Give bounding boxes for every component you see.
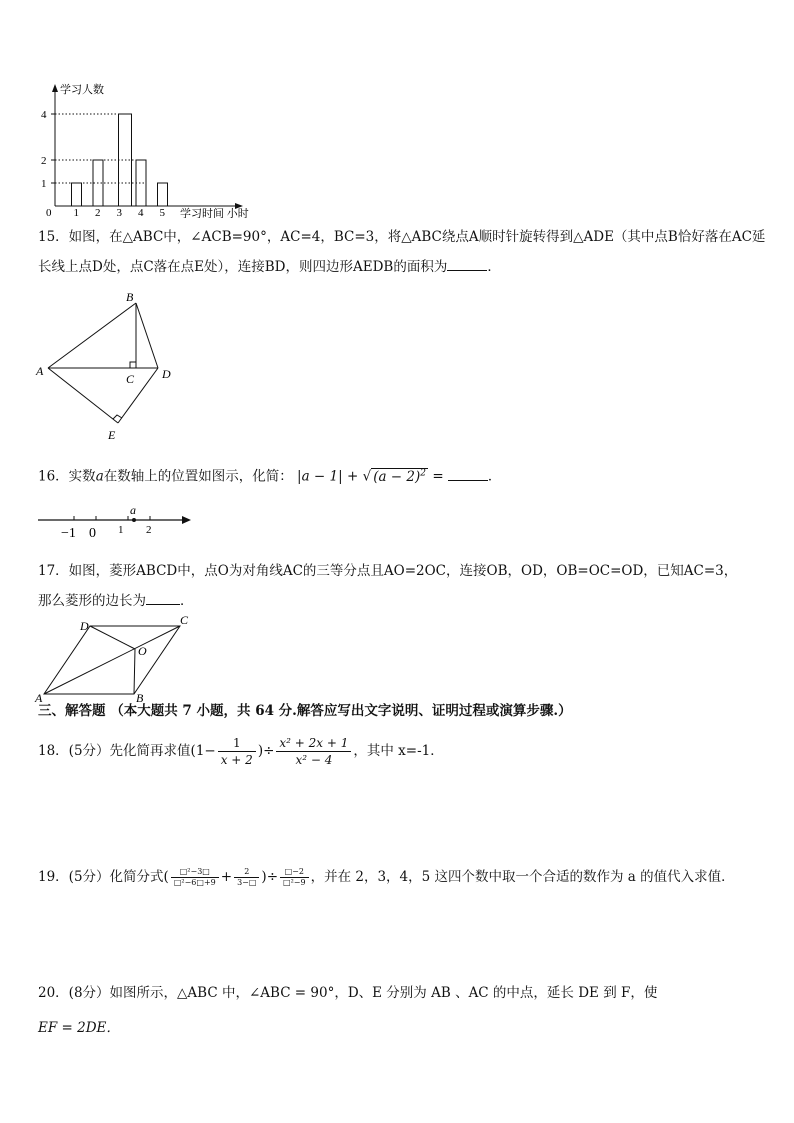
- histogram-y-tick-label: 1: [41, 178, 47, 190]
- q16-label-two: 2: [146, 524, 152, 536]
- q19-line: [38, 866, 788, 888]
- histogram-bar: [136, 160, 146, 206]
- q18-suffix: ，其中 x=-1．: [353, 743, 444, 759]
- q19-frac3-num: □−2: [280, 867, 309, 878]
- histogram-x-tick-label: 3: [116, 207, 122, 218]
- q17-label-C: C: [180, 613, 189, 627]
- q15-label-E: E: [108, 428, 116, 442]
- q18-p1: (1−: [190, 743, 216, 759]
- q15-label-D: D: [162, 367, 171, 381]
- q16-abs-expr: |a − 1|: [297, 468, 343, 485]
- q18-frac2-den: x² − 4: [295, 753, 333, 767]
- q18-line: [38, 735, 778, 768]
- q19-p1: (: [163, 869, 169, 885]
- histogram-bar: [72, 183, 82, 206]
- q19-frac1-num: □²−3□: [171, 867, 219, 878]
- q17-label-D: D: [80, 619, 89, 633]
- q16-label-zero: 0: [89, 526, 96, 541]
- q19-frac2-num: 2: [234, 867, 259, 878]
- q15-label-A: A: [36, 364, 44, 378]
- q15-label-B: B: [126, 290, 134, 304]
- q15-right-angle-C: [130, 362, 136, 368]
- q18-frac1: [218, 735, 256, 768]
- histogram-x-label: 学习时间 小时: [180, 208, 249, 218]
- q16-label-a: a: [130, 503, 136, 517]
- q19-frac3: [280, 867, 309, 888]
- q15-seg-AB: [48, 303, 136, 368]
- q17-figure: [30, 612, 200, 704]
- q17-seg-OD: [90, 626, 135, 649]
- q19-p2: )÷: [261, 869, 279, 885]
- q18-frac1-num: 1: [218, 735, 256, 752]
- q17-line2-text: 那么菱形的边长为: [38, 593, 146, 609]
- q15-line2: [38, 256, 778, 278]
- q17-line1: 17．如图，菱形ABCD中，点O为对角线AC的三等分点且AO=2OC，连接OB，OD，OB=OC=OD，已知AC=3，: [38, 563, 738, 579]
- q16-prefix: 16．实数: [38, 468, 96, 485]
- q16-sqrt-body: [371, 468, 428, 485]
- histogram-bar: [158, 183, 168, 206]
- q17-answer-blank: [146, 590, 180, 605]
- q19-frac3-den: □²−9: [283, 878, 306, 887]
- histogram-x-tick-label: 2: [95, 207, 101, 218]
- q19-suffix: ，并在 2，3，4，5 这四个数中取一个合适的数作为 a 的值代入求值．: [310, 869, 735, 885]
- q15-seg-BD: [136, 303, 158, 368]
- q16-answer-blank: [448, 466, 488, 481]
- histogram-x-tick-label: 1: [73, 207, 79, 218]
- q17-label-O: O: [138, 644, 147, 658]
- section3-title: 三、解答题 （本大题共 7 小题，共 64 分.解答应写出文字说明、证明过程或演算步骤.）: [38, 703, 572, 719]
- q17-seg-OB: [134, 649, 135, 694]
- histogram-y-label: 学习人数: [60, 84, 104, 96]
- histogram-chart: [30, 78, 270, 218]
- q16-label-one: 1: [118, 524, 124, 536]
- q16-sqrt-radicand: (a − 2): [373, 468, 421, 485]
- q16-equals: =: [432, 468, 444, 485]
- q16-sqrt-exp: 2: [420, 468, 427, 478]
- q16-point-a: [132, 518, 136, 522]
- q16-line: [38, 462, 778, 488]
- q15-line1: 15．如图，在△ABC中，∠ACB=90°，AC=4，BC=3，将△ABC绕点A顺时针旋转得到△ADE（其中点B恰好落在AC延: [38, 229, 766, 245]
- q19-frac1: [171, 867, 219, 888]
- q17-end: ．: [180, 593, 194, 609]
- q19-frac1-den: □²−6□+9: [173, 878, 216, 887]
- q20-line1: 20．(8分）如图所示，△ABC 中，∠ABC = 90°，D、E 分别为 AB 、AC 的中点，延长 DE 到 F，使: [38, 985, 658, 1001]
- q16-label-m1: −1: [61, 526, 76, 541]
- q16-number-line: [36, 503, 201, 543]
- q17-label-A: A: [35, 691, 43, 704]
- q15-figure: [30, 285, 180, 445]
- q15-answer-blank: [447, 256, 487, 271]
- q20-line2: EF = 2DE．: [38, 1020, 120, 1036]
- q15-label-C: C: [126, 372, 135, 386]
- q18-frac1-den: x + 2: [220, 753, 253, 767]
- q16-var: a: [95, 468, 104, 485]
- histogram-y-tick-label: 4: [41, 109, 47, 121]
- q16-mid: 在数轴上的位置如图示，化简：: [103, 468, 293, 485]
- q18-prefix: 18．(5分）先化简再求值: [38, 743, 191, 759]
- histogram-x-tick-label: 5: [159, 207, 165, 218]
- q15-line2-text: 长线上点D处，点C落在点E处），连接BD，则四边形AEDB的面积为: [38, 259, 448, 275]
- q19-plus: +: [220, 869, 233, 885]
- q19-prefix: 19．(5分）化简分式: [38, 869, 164, 885]
- q15-end: ．: [487, 259, 501, 275]
- q17-label-B: B: [136, 691, 144, 704]
- q18-frac2: [276, 735, 351, 768]
- q16-plus: +: [346, 468, 359, 485]
- q18-frac2-num: x² + 2x + 1: [276, 735, 351, 752]
- histogram-origin-label: 0: [46, 207, 52, 218]
- q15-seg-ED: [118, 368, 158, 423]
- histogram-y-tick-label: 2: [41, 155, 47, 167]
- q17-diag-AC: [44, 626, 180, 694]
- q19-frac2-den: 3−□: [237, 878, 257, 887]
- q17-line2: [38, 590, 778, 612]
- q18-p2: )÷: [257, 743, 275, 759]
- q16-sqrt-expr: √ $(a - 2)^2$: [362, 468, 427, 485]
- histogram-x-tick-label: 4: [138, 207, 144, 218]
- q15-seg-AE: [48, 368, 118, 423]
- q16-end: ．: [487, 468, 502, 485]
- q15-right-angle-E: [113, 415, 122, 419]
- q19-frac2: [234, 867, 259, 888]
